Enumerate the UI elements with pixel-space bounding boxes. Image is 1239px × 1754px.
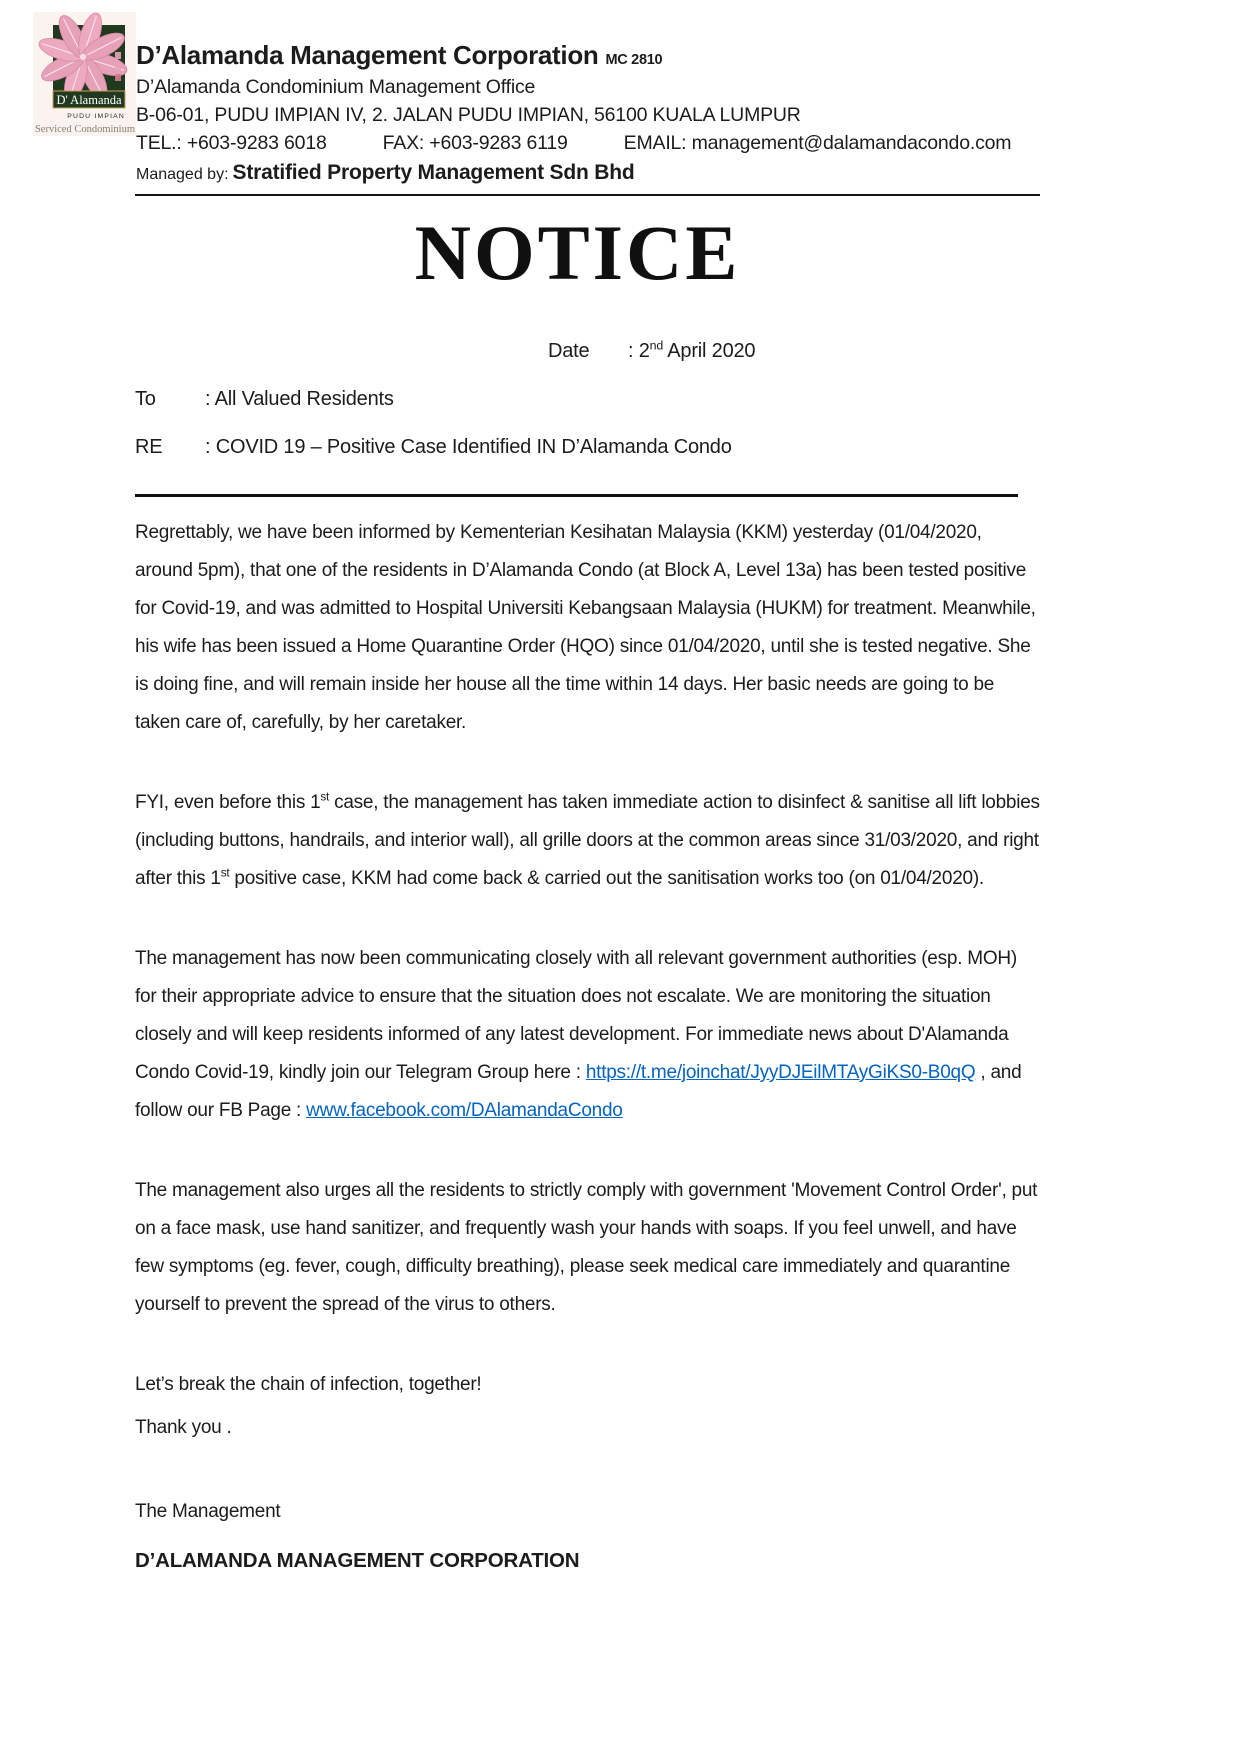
contact-line xyxy=(136,132,1011,155)
to-value: : All Valued Residents xyxy=(205,387,394,410)
re-row xyxy=(135,436,1040,459)
logo-tagline-text: Serviced Condominium xyxy=(34,124,136,135)
logo-estate-text: PUDU IMPIAN xyxy=(67,113,125,120)
logo-name-text: D' Alamanda xyxy=(56,93,122,107)
address-line: B-06-01, PUDU IMPIAN IV, 2. JALAN PUDU IMPIAN, 56100 KUALA LUMPUR xyxy=(136,104,801,126)
dalamanda-logo xyxy=(33,12,136,185)
text-run: : 2 xyxy=(628,339,650,362)
hyperlink[interactable]: www.facebook.com/DAlamandaCondo xyxy=(306,1099,623,1121)
org-code: MC 2810 xyxy=(605,52,663,68)
paragraph-2 xyxy=(135,784,1043,898)
managed-by-label: Managed by: xyxy=(136,166,229,183)
re-label: RE xyxy=(135,435,163,458)
org-name-line xyxy=(136,40,1011,71)
closing-thanks: Thank you . xyxy=(135,1416,232,1438)
org-name: D’Alamanda Management Corporation xyxy=(136,40,599,70)
managed-by-line xyxy=(136,161,1011,185)
to-row xyxy=(135,388,1040,411)
closing-slogan: Let’s break the chain of infection, together! xyxy=(135,1373,482,1395)
dalamanda-logo-icon xyxy=(33,12,136,136)
page-title: NOTICE xyxy=(414,209,741,296)
text-run: The management has now been communicating closely with all relevant government authorities (esp. MOH) for their appropriate advice to ensure that the situation does not escalate. We are monitoring the situation closely and will keep residents informed of any latest development. For immediate news about D'Alamanda Condo Covid-19, kindly join our Telegram Group here : xyxy=(135,947,1017,1083)
date-row xyxy=(135,340,1040,363)
fax-value: FAX: +603-9283 6119 xyxy=(382,132,568,154)
paragraph-4: The management also urges all the residents to strictly comply with government 'Movement Control Order', put on a face mask, use hand sanitizer, and frequently wash your hands with soaps. If you feel unwell, and have few symptoms (eg. fever, cough, difficulty breathing), please seek medical care immediately and quarantine yourself to prevent the spread of the virus to others. xyxy=(135,1179,1038,1315)
text-run: April 2020 xyxy=(663,339,756,362)
text-run: case, the management has taken immediate action to disinfect & sanitise all lift lobbies (including buttons, handrails, and interior wall), all grille doors at the common areas since 31/03/2020, and right after this 1 xyxy=(135,791,1040,889)
letterhead xyxy=(0,0,1239,185)
signature-role: The Management xyxy=(135,1500,281,1522)
date-value xyxy=(628,340,755,362)
managed-by-name: Stratified Property Management Sdn Bhd xyxy=(232,161,635,184)
text-run: , and follow our FB Page : xyxy=(135,1061,1022,1121)
superscript: st xyxy=(220,866,230,880)
text-run: positive case, KKM had come back & carried out the sanitisation works too (on 01/04/2020). xyxy=(229,867,984,889)
paragraph-3 xyxy=(135,940,1043,1130)
logo-seal-marks xyxy=(115,52,121,81)
tel-value: TEL.: +603-9283 6018 xyxy=(136,132,327,154)
subject-divider xyxy=(135,494,1018,497)
email-value: EMAIL: management@dalamandacondo.com xyxy=(623,132,1012,154)
date-label: Date xyxy=(548,339,590,362)
header-divider xyxy=(135,194,1040,196)
to-label: To xyxy=(135,387,156,410)
notice-body xyxy=(135,514,1043,1580)
superscript: nd xyxy=(649,338,664,353)
letterhead-text xyxy=(136,12,1011,185)
paragraph-1: Regrettably, we have been informed by Kementerian Kesihatan Malaysia (KKM) yesterday (01/04/2020, around 5pm), that one of the residents in D’Alamanda Condo (at Block A, Level 13a) has been tested positive for Covid-19, and was admitted to Hospital Universiti Kebangsaan Malaysia (HUKM) for treatment. Meanwhile, his wife has been issued a Home Quarantine Order (HQO) since 01/04/2020, until she is tested negative. She is doing fine, and will remain inside her house all the time within 14 days. Her basic needs are going to be taken care of, carefully, by her caretaker. xyxy=(135,521,1036,733)
signature-org: D’ALAMANDA MANAGEMENT CORPORATION xyxy=(135,1548,580,1572)
re-value: : COVID 19 – Positive Case Identified IN D’Alamanda Condo xyxy=(205,435,732,458)
notice-meta xyxy=(135,340,1040,459)
office-line: D’Alamanda Condominium Management Office xyxy=(136,76,536,98)
superscript: st xyxy=(320,790,330,804)
hyperlink[interactable]: https://t.me/joinchat/JyyDJEilMTAyGiKS0-B0qQ xyxy=(585,1061,976,1083)
text-run: FYI, even before this 1 xyxy=(135,791,321,813)
